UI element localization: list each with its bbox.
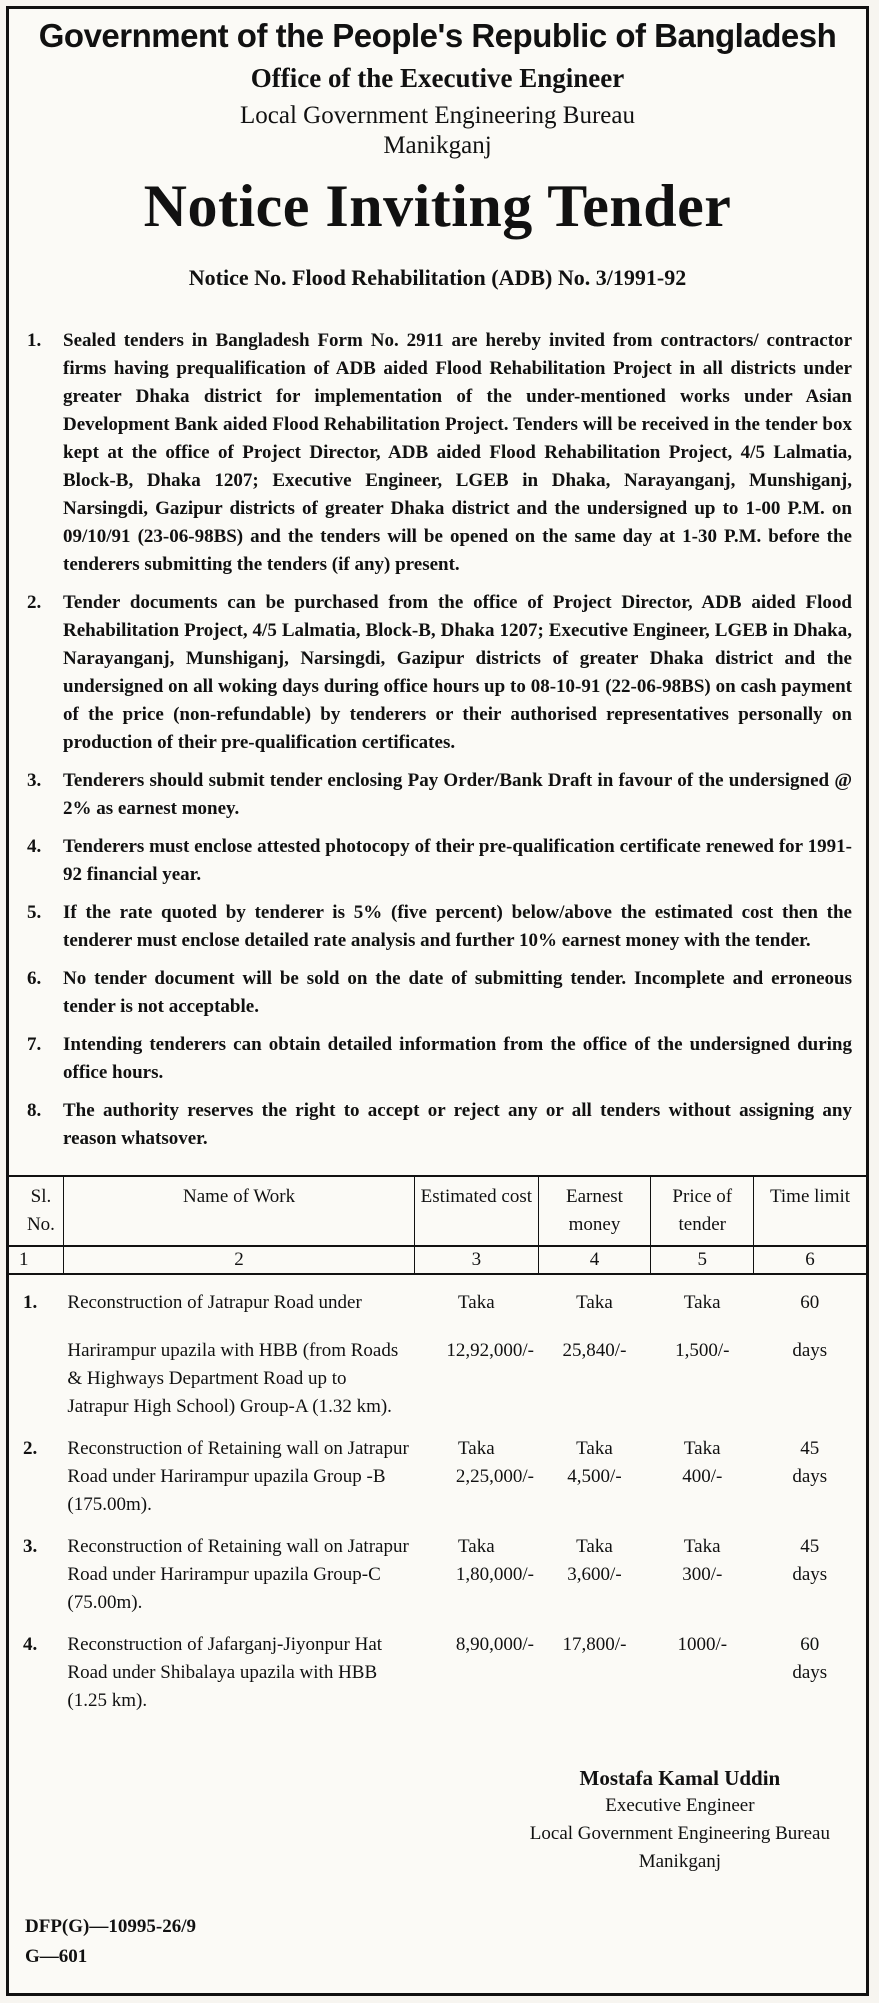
row-work: Reconstruction of Retaining wall on Jatrapur Road under Harirampur upazila Group-C (75.00m). — [67, 1536, 409, 1613]
row-earnest-currency: Taka — [576, 1292, 613, 1313]
row-sl: 4. — [23, 1634, 38, 1655]
signatory-district: Manikganj — [638, 1851, 722, 1872]
clause-item — [27, 965, 852, 1021]
clause-number: 2. — [27, 592, 42, 613]
clause-item — [27, 327, 852, 579]
signature-block — [530, 1764, 830, 1876]
clause-list — [9, 327, 866, 1153]
row-sl: 3. — [23, 1536, 38, 1557]
clause-text: Tenderers must enclose attested photocopy of their pre-qualification certificate renewed for 1991-92 financial year. — [63, 836, 852, 885]
clause-text: No tender document will be sold on the date of submitting tender. Incomplete and erroneous tender is not acceptable. — [63, 968, 852, 1017]
works-table — [9, 1177, 866, 1719]
district-heading: Manikganj — [383, 132, 492, 159]
column-index: 2 — [63, 1246, 414, 1274]
row-price-currency: Taka — [683, 1292, 721, 1313]
table-row — [9, 1274, 866, 1321]
signatory-designation: Executive Engineer — [605, 1795, 755, 1816]
row-work-line1: Reconstruction of Jatrapur Road under — [67, 1292, 362, 1313]
row-cost-currency: Taka — [458, 1536, 495, 1557]
reference-code — [25, 1912, 196, 1972]
clause-number: 7. — [27, 1034, 42, 1055]
row-time-unit: days — [792, 1340, 828, 1361]
row-cost: 2,25,000/- — [455, 1466, 534, 1487]
row-work-rest: Harirampur upazila with HBB (from Roads & Highways Department Road up to Jatrapur High School) Group-A (1.32 km). — [67, 1340, 399, 1417]
clause-number: 5. — [27, 902, 42, 923]
row-price-currency: Taka — [683, 1438, 721, 1459]
header-sl: Sl. No. — [9, 1177, 63, 1246]
clause-number: 8. — [27, 1100, 42, 1121]
reference-line1: DFP(G)—10995-26/9 — [25, 1916, 196, 1937]
row-price-currency: Taka — [683, 1536, 721, 1557]
clause-number: 3. — [27, 770, 42, 791]
clause-text: Intending tenderers can obtain detailed information from the office of the undersigned during office hours. — [63, 1034, 852, 1083]
empty-cell — [9, 1321, 63, 1425]
row-time-cell — [754, 1621, 866, 1719]
row-cost: 12,92,000/- — [446, 1340, 534, 1361]
row-price-cell — [651, 1523, 754, 1621]
table-row — [9, 1621, 866, 1719]
header-earnest: Earnest money — [538, 1177, 651, 1246]
row-time-cell — [754, 1425, 866, 1523]
row-earnest-cell — [538, 1425, 651, 1523]
clause-number: 6. — [27, 968, 42, 989]
row-time-value: 45 — [800, 1536, 820, 1557]
office-heading: Office of the Executive Engineer — [250, 63, 625, 93]
row-work: Reconstruction of Jafarganj-Jiyonpur Hat Road under Shibalaya upazila with HBB (1.25 km). — [67, 1634, 383, 1711]
clause-number: 4. — [27, 836, 42, 857]
row-work: Reconstruction of Retaining wall on Jatrapur Road under Harirampur upazila Group -B (175.00m). — [67, 1438, 409, 1515]
row-sl: 1. — [23, 1292, 38, 1313]
row-earnest: 4,500/- — [567, 1466, 622, 1487]
clause-item — [27, 899, 852, 955]
row-cost: 1,80,000/- — [455, 1564, 534, 1585]
signatory-name: Mostafa Kamal Uddin — [579, 1766, 781, 1790]
row-time-unit: days — [792, 1662, 828, 1683]
row-price: 400/- — [682, 1466, 723, 1487]
column-index: 3 — [415, 1246, 538, 1274]
column-index: 4 — [538, 1246, 651, 1274]
reference-line2: G—601 — [25, 1946, 88, 1967]
row-time-value: 45 — [800, 1438, 820, 1459]
row-sl: 2. — [23, 1438, 38, 1459]
tender-notice — [6, 6, 869, 1996]
government-heading: Government of the People's Republic of Bangladesh — [38, 17, 837, 54]
table-row — [9, 1523, 866, 1621]
clause-text: The authority reserves the right to accept or reject any or all tenders without assigning any reason whatsover. — [63, 1100, 852, 1149]
row-cost-currency: Taka — [458, 1438, 495, 1459]
header-cost: Estimated cost — [415, 1177, 538, 1246]
clause-item — [27, 833, 852, 889]
row-earnest: 3,600/- — [567, 1564, 622, 1585]
table-header-row — [9, 1177, 866, 1246]
header-price: Price of tender — [651, 1177, 754, 1246]
row-time-value: 60 — [800, 1634, 820, 1655]
clause-item — [27, 1097, 852, 1153]
clause-item — [27, 767, 852, 823]
table-row — [9, 1425, 866, 1523]
column-index: 6 — [754, 1246, 866, 1274]
row-cost-cell — [415, 1523, 538, 1621]
row-time-value: 60 — [800, 1292, 820, 1313]
row-time-unit: days — [792, 1466, 828, 1487]
row-price: 300/- — [682, 1564, 723, 1585]
column-index: 1 — [9, 1246, 63, 1274]
clause-text: Sealed tenders in Bangladesh Form No. 2911 are hereby invited from contractors/ contractor firms having prequalification of ADB aided Flood Rehabilitation Project in all districts under greater Dhaka district for implementation of the under-mentioned works under Asian Development Bank aided Flood Rehabilitation Project. Tenders will be received in the tender box kept at the office of Project Director, ADB aided Flood Rehabilitation Project, 4/5 Lalmatia, Block-B, Dhaka 1207; Executive Engineer, LGEB in Dhaka, Narayanganj, Munshiganj, Narsingdi, Gazipur districts of greater Dhaka district and the undersigned up to 1-00 P.M. on 09/10/91 (23-06-98BS) and the tenders will be opened on the same day at 1-30 P.M. before the tenderers submitting the tenders (if any) present. — [63, 330, 852, 575]
row-price: 1,500/- — [675, 1340, 730, 1361]
column-index-row — [9, 1246, 866, 1274]
notice-number: Notice No. Flood Rehabilitation (ADB) No. 3/1991-92 — [188, 265, 687, 290]
row-earnest-currency: Taka — [576, 1438, 613, 1459]
row-price: 1000/- — [677, 1634, 728, 1655]
row-earnest-currency: Taka — [576, 1536, 613, 1557]
row-cost-currency: Taka — [458, 1292, 495, 1313]
header-time: Time limit — [754, 1177, 866, 1246]
signatory-bureau: Local Government Engineering Bureau — [529, 1823, 830, 1844]
column-index: 5 — [651, 1246, 754, 1274]
row-time-unit: days — [792, 1564, 828, 1585]
table-row-continuation — [9, 1321, 866, 1425]
row-earnest: 25,840/- — [562, 1340, 627, 1361]
clause-text: If the rate quoted by tenderer is 5% (five percent) below/above the estimated cost then the tenderer must enclose detailed rate analysis and further 10% earnest money with the tender. — [63, 902, 852, 951]
clause-text: Tenderers should submit tender enclosing Pay Order/Bank Draft in favour of the undersigned @ 2% as earnest money. — [63, 770, 852, 819]
clause-text: Tender documents can be purchased from the office of Project Director, ADB aided Flood Rehabilitation Project, 4/5 Lalmatia, Block-B, Dhaka 1207; Executive Engineer, LGEB in Dhaka, Narayanganj, Munshiganj, Narsingdi, Gazipur districts of greater Dhaka district and the undersigned on all woking days during office hours up to 08-10-91 (22-06-98BS) on cash payment of the price (non-refundable) by tenderers or their authorised representatives personally on production of their pre-qualification certificates. — [63, 592, 852, 753]
bureau-heading: Local Government Engineering Bureau — [240, 102, 635, 129]
row-earnest: 17,800/- — [562, 1634, 627, 1655]
row-earnest-cell — [538, 1523, 651, 1621]
clause-item — [27, 589, 852, 757]
clause-item — [27, 1031, 852, 1087]
header-work: Name of Work — [63, 1177, 414, 1246]
row-time-cell — [754, 1523, 866, 1621]
notice-title: Notice Inviting Tender — [143, 173, 732, 239]
row-cost-cell — [415, 1425, 538, 1523]
row-price-cell — [651, 1425, 754, 1523]
row-cost: 8,90,000/- — [455, 1634, 534, 1655]
clause-number: 1. — [27, 330, 42, 351]
